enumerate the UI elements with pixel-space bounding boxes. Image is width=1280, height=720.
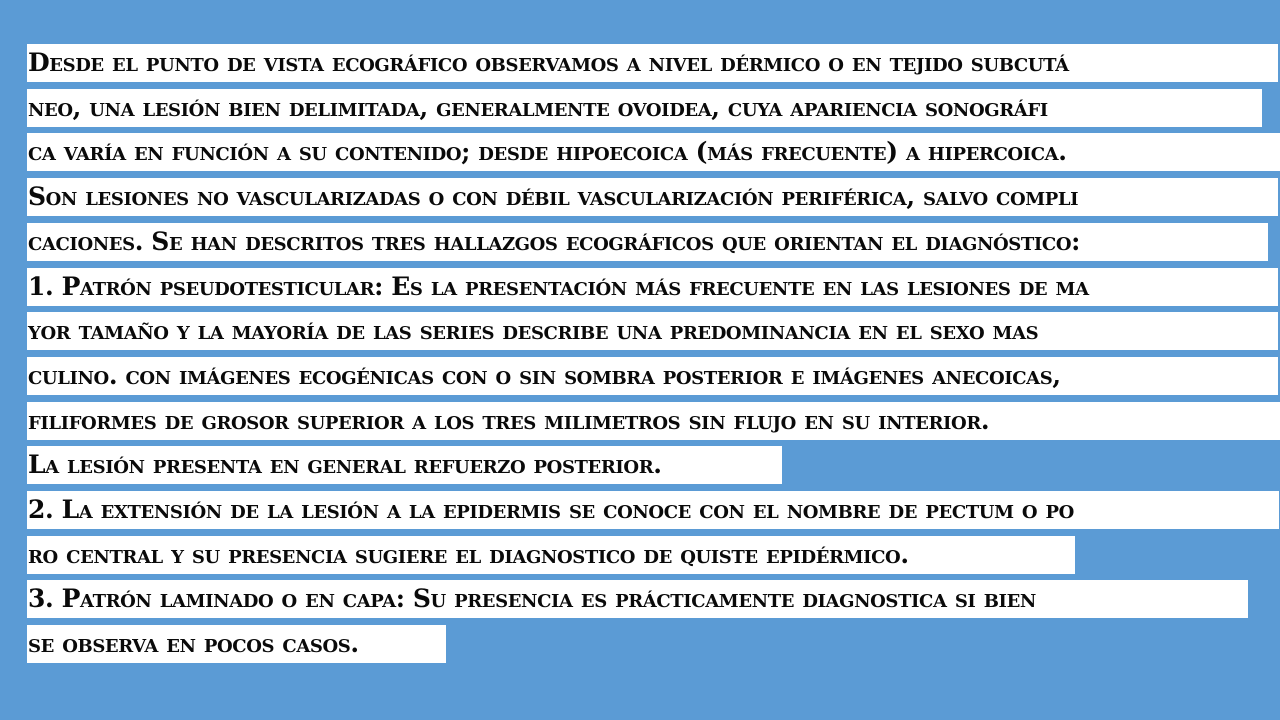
text-line-14: se observa en pocos casos. bbox=[27, 625, 446, 663]
text-line-3: ca varía en función a su contenido; desde hipoecoica (más frecuente) a hipercoica. bbox=[27, 133, 1280, 171]
text-line-8: culino. con imágenes ecogénicas con o sin sombra posterior e imágenes anecoicas, bbox=[27, 357, 1278, 395]
text-line-12: ro central y su presencia sugiere el diagnostico de quiste epidérmico. bbox=[27, 536, 1075, 574]
text-line-10: La lesión presenta en general refuerzo posterior. bbox=[27, 446, 782, 484]
text-line-11: 2. La extensión de la lesión a la epidermis se conoce con el nombre de pectum o po bbox=[27, 491, 1279, 529]
text-line-2: neo, una lesión bien delimitada, generalmente ovoidea, cuya apariencia sonográfi bbox=[27, 89, 1262, 127]
text-line-1: Desde el punto de vista ecográfico observamos a nivel dérmico o en tejido subcutá bbox=[27, 44, 1278, 82]
text-line-5: caciones. Se han descritos tres hallazgos ecográficos que orientan el diagnóstico: bbox=[27, 223, 1268, 261]
text-line-9: filiformes de grosor superior a los tres milimetros sin flujo en su interior. bbox=[27, 402, 1280, 440]
text-line-7: yor tamaño y la mayoría de las series describe una predominancia en el sexo mas bbox=[27, 312, 1278, 350]
text-line-13: 3. Patrón laminado o en capa: Su presencia es prácticamente diagnostica si bien bbox=[27, 580, 1248, 618]
text-line-6: 1. Patrón pseudotesticular: Es la presentación más frecuente en las lesiones de ma bbox=[27, 268, 1278, 306]
text-line-4: Son lesiones no vascularizadas o con débil vascularización periférica, salvo compli bbox=[27, 178, 1278, 216]
